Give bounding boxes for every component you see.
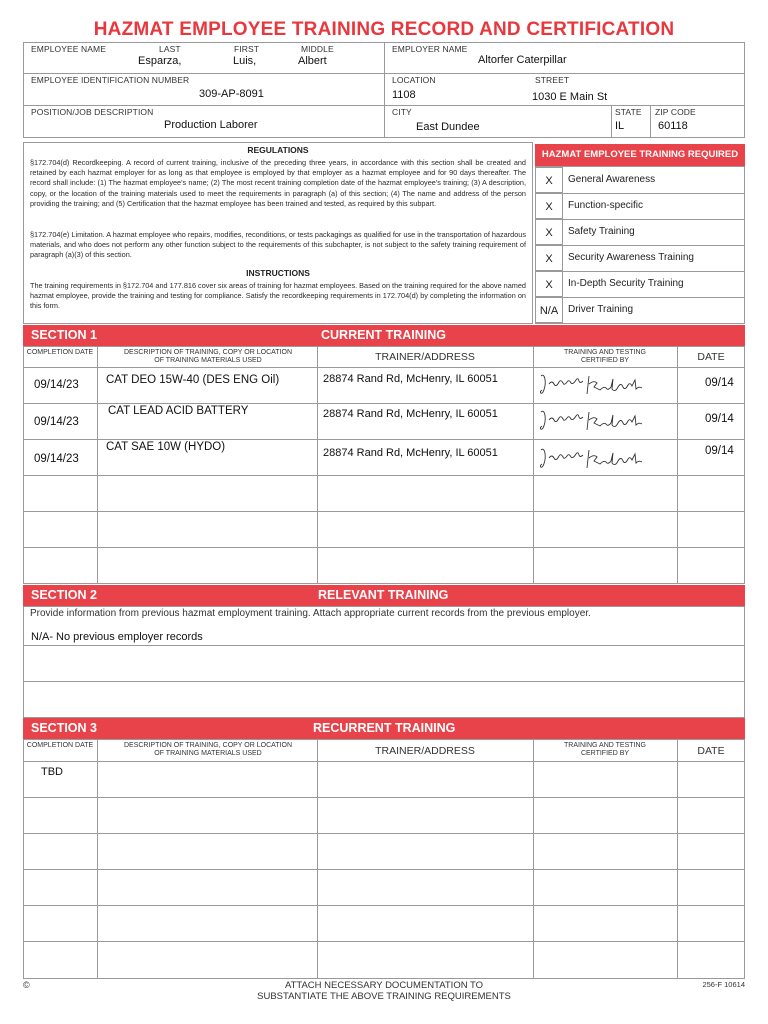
street-field[interactable]: 1030 E Main St [532,91,608,103]
training-item-label: Driver Training [568,304,634,315]
section-1-title: CURRENT TRAINING [321,328,446,342]
trainer-cell[interactable]: 28874 Rand Rd, McHenry, IL 60051 [323,447,498,459]
completion-date-cell[interactable]: 09/14/23 [34,379,79,391]
copyright-mark: © [23,980,30,990]
regulations-recordkeeping: §172.704(d) Recordkeeping. A record of current training, inclusive of the preceding three years, in accordance with this section shall be created and retained by each hazmat employer for as long as that employee is employed by that employer as a hazmat employee and for 90 days thereafter. The record shall include: (1) The hazmat employee's name; (2) The most recent training completion date of the hazmat employee's training; (3) A description, copy, or the location of the training materials used to meet the requirements in paragraph (a) of this section; (4) The name and address of the person providing the training; and (5) Certification that the hazmat employee has been trained and tested, as required by this subpart. [30,158,526,208]
trainer-signature [537,404,657,436]
trainer-signature [537,442,657,474]
last-name-field[interactable]: Esparza, [138,55,182,67]
section-2-instructions: Provide information from previous hazmat employment training. Attach appropriate current records from the previous employer. [30,608,591,619]
training-item-label: General Awareness [568,174,656,185]
middle-name-label: MIDDLE [301,44,334,54]
description-cell[interactable]: CAT SAE 10W (HYDO) [106,441,226,453]
date-cell[interactable]: 09/14 [705,413,734,425]
zip-field[interactable]: 60118 [658,120,688,132]
section-2-header [23,585,745,606]
col-date: DATE [697,745,725,757]
section-2-number: SECTION 2 [31,588,97,602]
training-checkbox[interactable]: X [535,271,563,297]
training-required-item [535,245,745,271]
location-label: LOCATION [392,75,436,85]
trainer-cell[interactable]: 28874 Rand Rd, McHenry, IL 60051 [323,373,498,385]
section-3-header [23,718,745,739]
employee-id-field[interactable]: 309-AP-8091 [199,88,264,100]
description-cell[interactable]: CAT LEAD ACID BATTERY [108,405,249,417]
section-3-first-entry[interactable]: TBD [41,766,63,778]
col-trainer: TRAINER/ADDRESS [375,745,475,757]
training-checkbox[interactable]: X [535,219,563,245]
regulations-heading: REGULATIONS [247,145,309,155]
training-checkbox[interactable]: N/A [535,297,563,323]
employer-name-field[interactable]: Altorfer Caterpillar [478,54,567,66]
middle-name-field[interactable]: Albert [298,55,327,67]
section-2-entry[interactable]: N/A- No previous employer records [31,631,203,643]
section-3-table [23,739,745,979]
city-label: CITY [392,107,412,117]
training-item-label: In-Depth Security Training [568,278,684,289]
form-number: 256-F 10614 [702,980,745,989]
training-checkbox[interactable]: X [535,167,563,193]
training-required-item [535,193,745,219]
location-field[interactable]: 1108 [392,89,416,101]
training-item-label: Function-specific [568,200,644,211]
section-2-title: RELEVANT TRAINING [318,588,449,602]
employee-name-label: EMPLOYEE NAME [31,44,106,54]
trainer-signature [537,368,657,400]
form-title: HAZMAT EMPLOYEE TRAINING RECORD AND CERTIFICATION [93,19,675,40]
position-field[interactable]: Production Laborer [164,119,258,131]
training-required-item [535,297,745,323]
city-field[interactable]: East Dundee [416,121,480,133]
footer-line-2: SUBSTANTIATE THE ABOVE TRAINING REQUIREMENTS [257,991,511,1002]
zip-label: ZIP CODE [655,107,696,117]
trainer-cell[interactable]: 28874 Rand Rd, McHenry, IL 60051 [323,408,498,420]
position-label: POSITION/JOB DESCRIPTION [31,107,154,117]
training-required-item [535,167,745,193]
section-2-box [23,606,745,718]
section-3-title: RECURRENT TRAINING [313,721,456,735]
col-trainer: TRAINER/ADDRESS [375,351,475,363]
street-label: STREET [535,75,570,85]
training-required-item [535,219,745,245]
description-cell[interactable]: CAT DEO 15W-40 (DES ENG Oil) [106,374,280,386]
col-description: DESCRIPTION OF TRAINING, COPY OR LOCATION OF TRAINING MATERIALS USED [123,742,293,757]
instructions-text: The training requirements in §172.704 and 177.816 cover six areas of training for hazmat employees. Based on the training required for the above named hazmat employee, provide the training and testing for compliance. Satisfy the recordkeeping requirements in 172.704(d) by completing the information on this form. [30,281,526,311]
section-1-number: SECTION 1 [31,328,97,342]
training-checkbox[interactable]: X [535,193,563,219]
training-item-label: Safety Training [568,226,635,237]
employer-name-label: EMPLOYER NAME [392,44,468,54]
footer-line-1: ATTACH NECESSARY DOCUMENTATION TO [284,980,484,991]
col-completion-date: COMPLETION DATE [26,349,94,356]
training-item-label: Security Awareness Training [568,252,694,263]
date-cell[interactable]: 09/14 [705,377,734,389]
training-required-item [535,271,745,297]
completion-date-cell[interactable]: 09/14/23 [34,453,79,465]
employee-id-label: EMPLOYEE IDENTIFICATION NUMBER [31,75,190,85]
training-required-heading: HAZMAT EMPLOYEE TRAINING REQUIRED [535,144,745,166]
state-label: STATE [615,107,642,117]
last-name-label: LAST [159,44,181,54]
col-completion-date: COMPLETION DATE [26,742,94,749]
completion-date-cell[interactable]: 09/14/23 [34,416,79,428]
date-cell[interactable]: 09/14 [705,445,734,457]
first-name-field[interactable]: Luis, [233,55,257,67]
section-3-number: SECTION 3 [31,721,97,735]
state-field[interactable]: IL [615,120,625,132]
col-certified: TRAINING AND TESTING CERTIFIED BY [564,349,646,364]
regulations-limitation: §172.704(e) Limitation. A hazmat employee who repairs, modifies, reconditions, or tests packagings as qualified for use in the transportation of hazardous materials, and who does not perform any other function subject to the requirements of this subchapter, is not subject to the safety training requirement of paragraph (a)(3) of this section. [30,230,526,260]
col-description: DESCRIPTION OF TRAINING, COPY OR LOCATION OF TRAINING MATERIALS USED [123,349,293,364]
section-1-header [23,325,745,346]
training-checkbox[interactable]: X [535,245,563,271]
instructions-heading: INSTRUCTIONS [246,268,310,278]
first-name-label: FIRST [234,44,260,54]
col-certified: TRAINING AND TESTING CERTIFIED BY [564,742,646,757]
col-date: DATE [697,351,725,363]
